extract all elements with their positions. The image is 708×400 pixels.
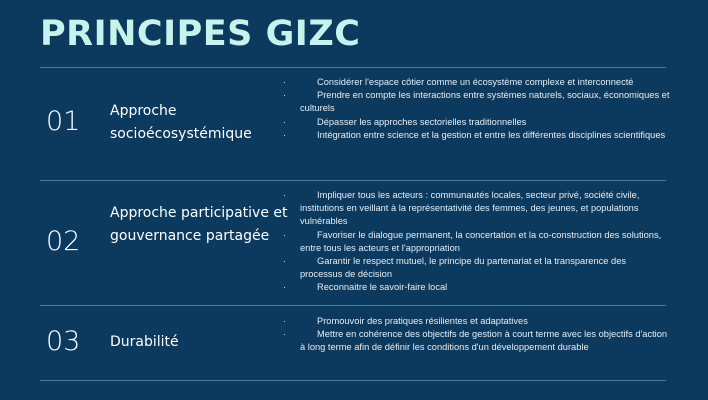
bullet-icon: · bbox=[283, 116, 287, 127]
bullet-icon: · bbox=[283, 190, 287, 200]
bullet-icon: · bbox=[283, 77, 287, 87]
principle-row-02 bbox=[0, 181, 708, 305]
list-item: · Favoriser le dialogue permanent, la concertation et la co-construction des solutions, entre tous les acteurs et l'appropriation bbox=[283, 229, 662, 253]
list-item: · Promouvoir des pratiques résilientes et adaptatives bbox=[300, 315, 670, 328]
page-title: PRINCIPES GIZC bbox=[40, 14, 361, 54]
list-item: · Prendre en compte les interactions entre systèmes naturels, sociaux, économiques et culturels bbox=[283, 90, 670, 114]
list-item: · Mettre en cohérence des objectifs de gestion à court terme avec les objectifs d'action à long terme afin de définir les conditions d'un développement durable bbox=[283, 329, 668, 353]
principle-bullets bbox=[283, 76, 670, 142]
bullet-icon: · bbox=[283, 329, 287, 340]
list-item: · Reconnaitre le savoir-faire local bbox=[300, 281, 670, 294]
bullet-icon: · bbox=[283, 90, 287, 101]
bullet-icon: · bbox=[283, 129, 287, 140]
principle-number: 01 bbox=[46, 106, 81, 137]
principle-name: Durabilité bbox=[110, 334, 179, 350]
list-item: · Dépasser les approches sectorielles traditionnelles bbox=[300, 116, 670, 129]
principle-bullets bbox=[283, 315, 670, 355]
list-item: · Intégration entre science et la gestion et entre les différentes disciplines scientifiques bbox=[300, 129, 670, 142]
divider bbox=[40, 380, 666, 381]
bullet-icon: · bbox=[283, 282, 287, 293]
list-item: · Considérer l'espace côtier comme un écosystème complexe et interconnecté bbox=[300, 76, 670, 89]
principle-number: 02 bbox=[46, 226, 81, 257]
principle-row-01 bbox=[0, 68, 708, 180]
principle-name: Approche socioécosystémique bbox=[110, 103, 252, 142]
principle-row-03 bbox=[0, 306, 708, 380]
principle-number: 03 bbox=[46, 326, 81, 357]
bullet-icon: · bbox=[283, 256, 287, 267]
bullet-icon: · bbox=[283, 229, 287, 240]
principle-bullets bbox=[283, 189, 670, 295]
list-item: · Impliquer tous les acteurs : communautés locales, secteur privé, société civile, institutions en veillant à la représentativité des femmes, des jeunes, et populations vulnérables bbox=[283, 190, 640, 227]
list-item: · Garantir le respect mutuel, le principe du partenariat et la transparence des processus de décision bbox=[283, 256, 627, 280]
bullet-icon: · bbox=[283, 316, 287, 326]
principle-name: Approche participative et gouvernance partagée bbox=[110, 205, 288, 244]
